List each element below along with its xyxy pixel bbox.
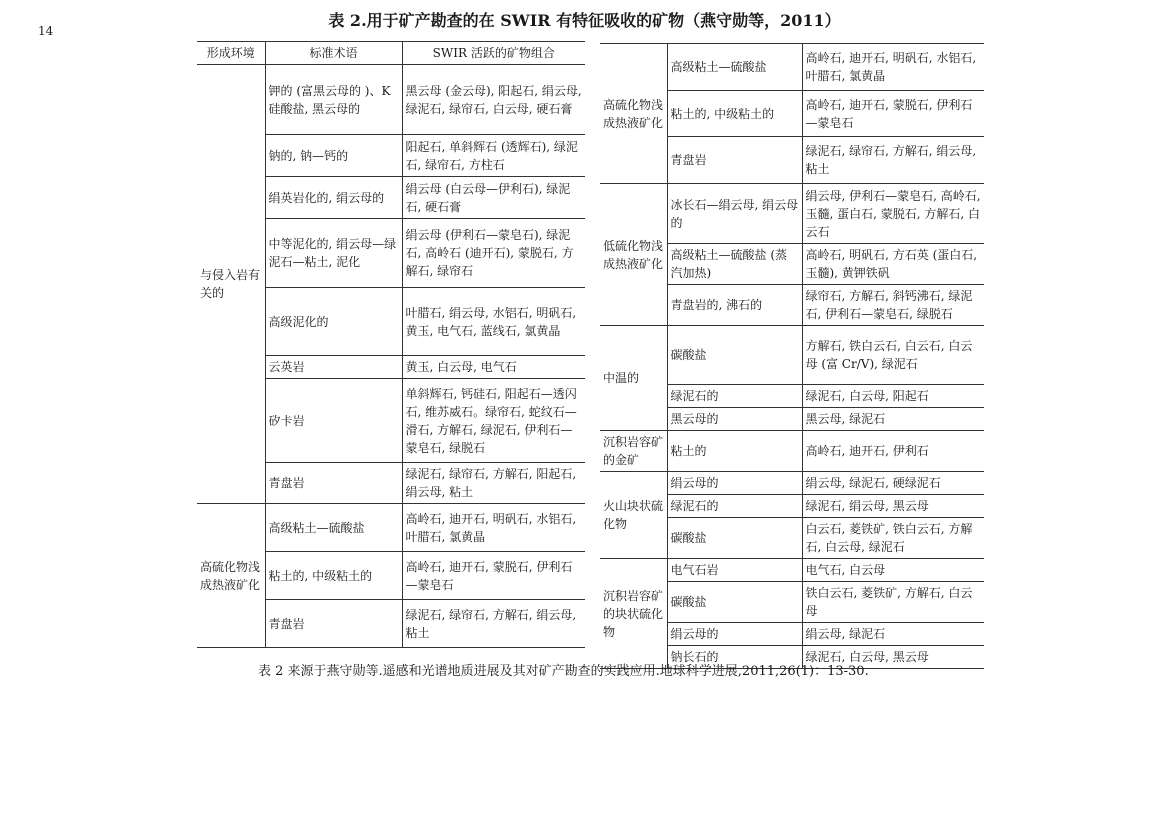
term-cell: 绢云母的 bbox=[667, 623, 802, 646]
table-row bbox=[600, 44, 984, 91]
term-cell: 钾的 (富黑云母的 )、K 硅酸盐, 黑云母的 bbox=[265, 65, 402, 135]
minerals-cell: 单斜辉石, 钙硅石, 阳起石—透闪石, 维苏威石。绿帘石, 蛇纹石—滑石, 方解石, 绿泥石, 伊利石—蒙皂石, 绿脱石 bbox=[402, 379, 585, 463]
minerals-cell: 黑云母 (金云母), 阳起石, 绢云母, 绿泥石, 绿帘石, 白云母, 硬石膏 bbox=[402, 65, 585, 135]
minerals-cell: 高岭石, 迪开石, 蒙脱石, 伊利石—蒙皂石 bbox=[402, 552, 585, 600]
header-term: 标准术语 bbox=[265, 42, 402, 65]
table-row bbox=[197, 504, 585, 552]
table-row bbox=[197, 65, 585, 135]
minerals-cell: 绢云母, 绿泥石 bbox=[802, 623, 984, 646]
minerals-cell: 方解石, 铁白云石, 白云石, 白云母 (富 Cr/V), 绿泥石 bbox=[802, 326, 984, 385]
right-table bbox=[600, 43, 984, 669]
term-cell: 高级粘土—硫酸盐 bbox=[667, 44, 802, 91]
table-row bbox=[600, 184, 984, 244]
term-cell: 粘土的, 中级粘土的 bbox=[265, 552, 402, 600]
minerals-cell: 绿泥石, 绢云母, 黑云母 bbox=[802, 495, 984, 518]
term-cell: 碳酸盐 bbox=[667, 326, 802, 385]
minerals-cell: 绢云母 (伊利石—蒙皂石), 绿泥石, 高岭石 (迪开石), 蒙脱石, 方解石, 绿帘石 bbox=[402, 219, 585, 288]
table-header-row bbox=[197, 42, 585, 65]
term-cell: 青盘岩的, 沸石的 bbox=[667, 285, 802, 326]
minerals-cell: 绢云母 (白云母—伊利石), 绿泥石, 硬石膏 bbox=[402, 177, 585, 219]
table-row bbox=[600, 559, 984, 582]
term-cell: 绢云母的 bbox=[667, 472, 802, 495]
minerals-cell: 绢云母, 绿泥石, 硬绿泥石 bbox=[802, 472, 984, 495]
minerals-cell: 铁白云石, 菱铁矿, 方解石, 白云母 bbox=[802, 582, 984, 623]
term-cell: 高级泥化的 bbox=[265, 288, 402, 356]
minerals-cell: 绿帘石, 方解石, 斜钙沸石, 绿泥石, 伊利石—蒙皂石, 绿脱石 bbox=[802, 285, 984, 326]
term-cell: 青盘岩 bbox=[265, 463, 402, 504]
env-cell: 沉积岩容矿的块状硫化物 bbox=[600, 559, 667, 669]
minerals-cell: 高岭石, 迪开石, 明矾石, 水铝石, 叶腊石, 氯黄晶 bbox=[402, 504, 585, 552]
minerals-cell: 黄玉, 白云母, 电气石 bbox=[402, 356, 585, 379]
term-cell: 中等泥化的, 绢云母—绿泥石—粘土, 泥化 bbox=[265, 219, 402, 288]
table-row bbox=[600, 326, 984, 385]
term-cell: 绢英岩化的, 绢云母的 bbox=[265, 177, 402, 219]
minerals-cell: 绿泥石, 白云母, 黑云母 bbox=[802, 646, 984, 669]
minerals-cell: 白云石, 菱铁矿, 铁白云石, 方解石, 白云母, 绿泥石 bbox=[802, 518, 984, 559]
env-cell: 沉积岩容矿的金矿 bbox=[600, 431, 667, 472]
term-cell: 绿泥石的 bbox=[667, 495, 802, 518]
env-cell: 低硫化物浅成热液矿化 bbox=[600, 184, 667, 326]
left-table bbox=[197, 41, 585, 648]
term-cell: 电气石岩 bbox=[667, 559, 802, 582]
term-cell: 钠长石的 bbox=[667, 646, 802, 669]
minerals-cell: 高岭石, 迪开石, 伊利石 bbox=[802, 431, 984, 472]
term-cell: 绿泥石的 bbox=[667, 385, 802, 408]
minerals-cell: 黑云母, 绿泥石 bbox=[802, 408, 984, 431]
minerals-cell: 绢云母, 伊利石—蒙皂石, 高岭石, 玉髓, 蛋白石, 蒙脱石, 方解石, 白云石 bbox=[802, 184, 984, 244]
env-cell: 高硫化物浅成热液矿化 bbox=[197, 504, 265, 648]
term-cell: 粘土的, 中级粘土的 bbox=[667, 91, 802, 137]
term-cell: 矽卡岩 bbox=[265, 379, 402, 463]
env-cell: 火山块状硫化物 bbox=[600, 472, 667, 559]
source-note: 表 2 来源于燕守勋等.遥感和光谱地质进展及其对矿产勘查的实践应用.地球科学进展,2011,26(1)：13-30. bbox=[258, 664, 869, 679]
env-cell: 高硫化物浅成热液矿化 bbox=[600, 44, 667, 184]
term-cell: 黑云母的 bbox=[667, 408, 802, 431]
minerals-cell: 阳起石, 单斜辉石 (透辉石), 绿泥石, 绿帘石, 方柱石 bbox=[402, 135, 585, 177]
header-minerals: SWIR 活跃的矿物组合 bbox=[402, 42, 585, 65]
minerals-cell: 绿泥石, 绿帘石, 方解石, 阳起石, 绢云母, 粘土 bbox=[402, 463, 585, 504]
minerals-cell: 绿泥石, 绿帘石, 方解石, 绢云母, 粘土 bbox=[802, 137, 984, 184]
term-cell: 云英岩 bbox=[265, 356, 402, 379]
minerals-cell: 高岭石, 迪开石, 明矾石, 水铝石, 叶腊石, 氯黄晶 bbox=[802, 44, 984, 91]
table-title: 表 2.用于矿产勘查的在 SWIR 有特征吸收的矿物（燕守勋等，2011） bbox=[328, 11, 841, 30]
term-cell: 钠的, 钠—钙的 bbox=[265, 135, 402, 177]
term-cell: 青盘岩 bbox=[265, 600, 402, 648]
minerals-cell: 叶腊石, 绢云母, 水铝石, 明矾石, 黄玉, 电气石, 蓝线石, 氯黄晶 bbox=[402, 288, 585, 356]
minerals-cell: 高岭石, 明矾石, 方石英 (蛋白石, 玉髓), 黄钾铁矾 bbox=[802, 244, 984, 285]
page-number: 14 bbox=[38, 24, 54, 38]
term-cell: 碳酸盐 bbox=[667, 582, 802, 623]
env-cell: 中温的 bbox=[600, 326, 667, 431]
term-cell: 高级粘土—硫酸盐 (蒸汽加热) bbox=[667, 244, 802, 285]
term-cell: 高级粘土—硫酸盐 bbox=[265, 504, 402, 552]
minerals-cell: 高岭石, 迪开石, 蒙脱石, 伊利石—蒙皂石 bbox=[802, 91, 984, 137]
env-cell: 与侵入岩有关的 bbox=[197, 65, 265, 504]
term-cell: 冰长石—绢云母, 绢云母的 bbox=[667, 184, 802, 244]
table-row bbox=[600, 431, 984, 472]
term-cell: 粘土的 bbox=[667, 431, 802, 472]
term-cell: 碳酸盐 bbox=[667, 518, 802, 559]
header-env: 形成环境 bbox=[197, 42, 265, 65]
minerals-cell: 绿泥石, 绿帘石, 方解石, 绢云母, 粘土 bbox=[402, 600, 585, 648]
minerals-cell: 绿泥石, 白云母, 阳起石 bbox=[802, 385, 984, 408]
table-row bbox=[600, 472, 984, 495]
minerals-cell: 电气石, 白云母 bbox=[802, 559, 984, 582]
term-cell: 青盘岩 bbox=[667, 137, 802, 184]
